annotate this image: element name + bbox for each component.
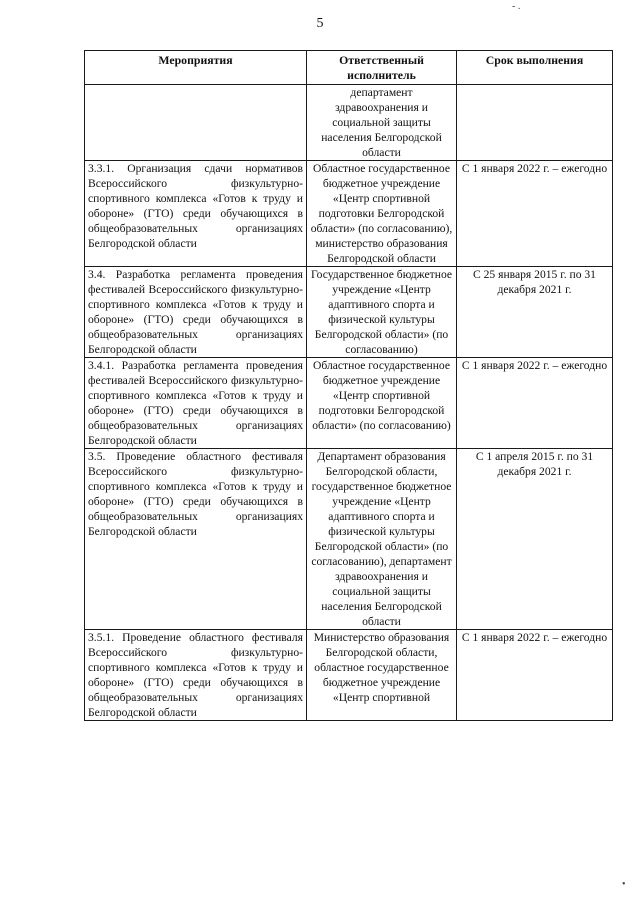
table-row [85, 449, 613, 630]
responsible-cell: Министерство образования Белгородской области, областное государственное бюджетное учреждение «Центр спортивной [307, 630, 457, 721]
header-responsible: Ответственный исполнитель [307, 51, 457, 85]
table-header-row [85, 51, 613, 85]
event-cell: 3.5. Проведение областного фестиваля Всероссийского физкультурно-спортивного комплекса «Готов к труду и обороне» (ГТО) среди обучающихся в общеобразовательных организациях Белгородской области [85, 449, 307, 630]
term-cell: С 25 января 2015 г. по 31 декабря 2021 г. [457, 267, 613, 358]
event-cell: 3.4.1. Разработка регламента проведения фестивалей Всероссийского физкультурно-спортивного комплекса «Готов к труду и обороне» (ГТО) среди обучающихся в общеобразовательных организациях Белгородской области [85, 358, 307, 449]
term-cell: С 1 января 2022 г. – ежегодно [457, 358, 613, 449]
table-row [85, 630, 613, 721]
scan-speck: - . [512, 1, 521, 12]
table-row [85, 267, 613, 358]
table-row [85, 161, 613, 267]
page-number: 5 [316, 16, 324, 31]
table-row [85, 85, 613, 161]
event-cell: 3.5.1. Проведение областного фестиваля Всероссийского физкультурно-спортивного комплекса «Готов к труду и обороне» (ГТО) среди обучающихся в общеобразовательных организациях Белгородской области [85, 630, 307, 721]
term-cell: С 1 января 2022 г. – ежегодно [457, 161, 613, 267]
term-cell [457, 85, 613, 161]
term-cell: С 1 апреля 2015 г. по 31 декабря 2021 г. [457, 449, 613, 630]
table-row [85, 358, 613, 449]
scan-speck: • [622, 879, 626, 890]
responsible-cell: департамент здравоохранения и социальной защиты населения Белгородской области [307, 85, 457, 161]
responsible-cell: Государственное бюджетное учреждение «Центр адаптивного спорта и физической культуры Белгородской области» (по согласованию) [307, 267, 457, 358]
header-term: Срок выполнения [457, 51, 613, 85]
responsible-cell: Департамент образования Белгородской области, государственное бюджетное учреждение «Центр адаптивного спорта и физической культуры Белгородской области» (по согласованию), департамент здравоохранения и социальной защиты населения Белгородской области [307, 449, 457, 630]
event-cell [85, 85, 307, 161]
responsible-cell: Областное государственное бюджетное учреждение «Центр спортивной подготовки Белгородской области» (по согласованию) [307, 358, 457, 449]
responsible-cell: Областное государственное бюджетное учреждение «Центр спортивной подготовки Белгородской области» (по согласованию), министерство образования Белгородской области [307, 161, 457, 267]
header-events: Мероприятия [85, 51, 307, 85]
events-table [84, 50, 613, 721]
event-cell: 3.3.1. Организация сдачи нормативов Всероссийского физкультурно-спортивного комплекса «Готов к труду и обороне» (ГТО) среди обучающихся в общеобразовательных организациях Белгородской области [85, 161, 307, 267]
term-cell: С 1 января 2022 г. – ежегодно [457, 630, 613, 721]
event-cell: 3.4. Разработка регламента проведения фестивалей Всероссийского физкультурно-спортивного комплекса «Готов к труду и обороне» (ГТО) среди обучающихся в общеобразовательных организациях Белгородской области [85, 267, 307, 358]
